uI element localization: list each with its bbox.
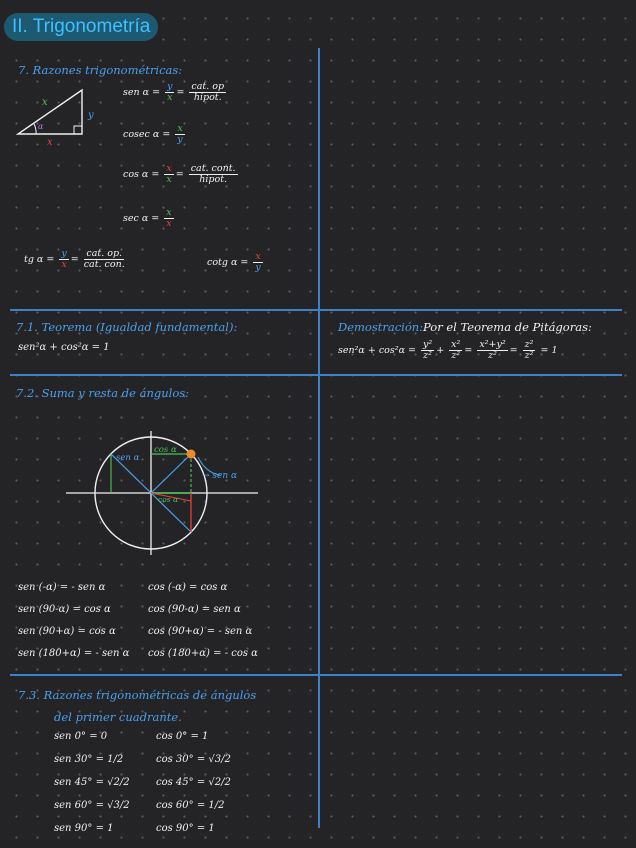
cos-value: cos 30° = √3/2 — [156, 754, 231, 765]
demo-f4-den: z² — [524, 349, 534, 361]
demo-heading: Demostración: — [338, 320, 424, 334]
cos-value: cos 60° = 1/2 — [156, 800, 225, 811]
sen-num-text: cat. op — [191, 81, 225, 92]
sec-formula — [123, 208, 176, 229]
right-triangle-figure — [12, 82, 112, 152]
sen-value: sen 60° = √3/2 — [54, 800, 130, 811]
demo-formula: sen²α + cos²α = $\frac{\text{y²}}{\text{z²}}$ + $\frac{\text{x²}}{\text{z²}}$ = $\frac{\text{x²+y²}}{\text{z²}}$ = $\frac{\text{z²}}{\text{z²}}$ = 1 — [338, 339, 558, 361]
point-marker — [187, 450, 196, 459]
demo-f3-num: x²+y² — [479, 339, 506, 350]
section-divider-1 — [10, 309, 622, 311]
demo-f4-num: z² — [524, 339, 534, 350]
cosec-num: x — [177, 123, 183, 134]
demo-f3-den: z² — [488, 349, 497, 361]
cotg-num: x — [255, 251, 261, 262]
sec-lhs: sec α = — [123, 212, 160, 224]
cotg-formula — [207, 252, 265, 273]
triangle-side-x-label: x — [47, 137, 53, 148]
section-divider-2 — [10, 374, 622, 376]
sen-value: sen 45° = √2/2 — [54, 777, 130, 788]
identity-cos: cos (90-α) = sen α — [148, 604, 241, 615]
cos-formula: cos α = $\frac{x}{x}$ = $\frac{\text{cat. cont.}}{\text{hipot.}}$ — [123, 163, 236, 185]
angle-arc — [34, 124, 36, 134]
sen-value: sen 0° = 0 — [54, 731, 108, 742]
identity-cos: cos (180+α) = - cos α — [148, 648, 258, 659]
page-title — [4, 13, 158, 41]
tg-den: x — [61, 258, 67, 270]
sec-num: x — [166, 207, 172, 218]
sen-value: sen 30° = 1/2 — [54, 754, 124, 765]
cosec-den: y — [177, 133, 183, 145]
section-7-3-heading-line2: del primer cuadrante. — [54, 710, 182, 724]
identity-sen: sen (180+α) = - sen α — [18, 648, 130, 659]
cos-value: cos 45° = √2/2 — [156, 777, 231, 788]
tg-den-text: cat. con. — [83, 258, 125, 270]
section-divider-3 — [10, 674, 622, 676]
fundamental-identity: sen²α + cos²α = 1 — [18, 342, 110, 353]
tg-lhs: tg α = — [24, 253, 55, 265]
sen-value: sen 90° = 1 — [54, 823, 114, 834]
triangle-alpha-label: α — [38, 122, 44, 131]
triangle-hyp-label: x — [42, 97, 48, 108]
circle-cos-low-label: cos α — [158, 495, 179, 504]
demo-f1-num: y² — [423, 339, 433, 350]
identity-sen: sen (-α) = - sen α — [18, 582, 106, 593]
cos-value: cos 0° = 1 — [156, 731, 209, 742]
identity-sen: sen (90+α) = cos α — [18, 626, 116, 637]
demo-lhs: sen²α + cos²α = — [338, 344, 416, 356]
identity-sen: sen (90-α) = cos α — [18, 604, 111, 615]
triangle-side-y-label: y — [88, 110, 94, 121]
cotg-lhs: cotg α = — [207, 256, 249, 268]
page-title-text: II. Trigonometría — [12, 16, 151, 37]
identity-cos: cos (-α) = cos α — [148, 582, 228, 593]
section-7-1-heading: 7.1. Teorema (Igualdad fundamental): — [16, 320, 238, 334]
cos-num-text: cat. cont. — [190, 163, 236, 174]
sen-num: y — [167, 81, 173, 92]
section-7-3-heading: 7.3. Razones trigonométricas de ángulos — [18, 688, 257, 702]
demo-result: = 1 — [540, 344, 558, 356]
radius-alpha — [151, 454, 191, 493]
sen-den-text: hipot. — [193, 91, 222, 103]
sec-den: x — [166, 217, 172, 229]
cotg-den: y — [255, 261, 261, 273]
circle-sen-right-label: → sen α — [202, 471, 238, 481]
identity-cos: cos (90+α) = - sen α — [148, 626, 253, 637]
cosec-formula — [123, 124, 187, 145]
cosec-lhs: cosec α = — [123, 128, 171, 140]
cos-num: x — [166, 163, 172, 174]
sen-formula: sen α = $\frac{y}{x}$ = $\frac{\text{cat. op}}{\text{hipot.}}$ — [123, 81, 225, 103]
triangle-shape — [18, 90, 82, 134]
cos-den: x — [166, 173, 172, 185]
sen-den: x — [167, 91, 173, 103]
column-divider — [318, 48, 320, 828]
cos-den-text: hipot. — [199, 173, 228, 185]
right-angle-marker — [74, 126, 82, 134]
demo-f2-den: z² — [451, 349, 461, 361]
circle-cos-label: cos α — [154, 445, 177, 455]
section-7-heading: 7. Razones trigonométricas: — [18, 63, 183, 77]
sen-lhs: sen α = — [123, 86, 161, 98]
cos-value: cos 90° = 1 — [156, 823, 215, 834]
demo-text: Por el Teorema de Pitágoras: — [423, 320, 592, 334]
demo-f2-num: x² — [451, 339, 461, 350]
tg-num: y — [61, 248, 67, 259]
cos-lhs: cos α = — [123, 168, 160, 180]
demo-f1-den: z² — [423, 349, 432, 361]
tg-formula: tg α = $\frac{y}{x}$ = $\frac{\text{cat. op.}}{\text{cat. con.}}$ — [24, 248, 125, 270]
section-7-2-heading: 7.2. Suma y resta de ángulos: — [16, 386, 190, 400]
circle-sen-label: sen α — [116, 453, 140, 463]
tg-num-text: cat. op. — [86, 248, 123, 259]
